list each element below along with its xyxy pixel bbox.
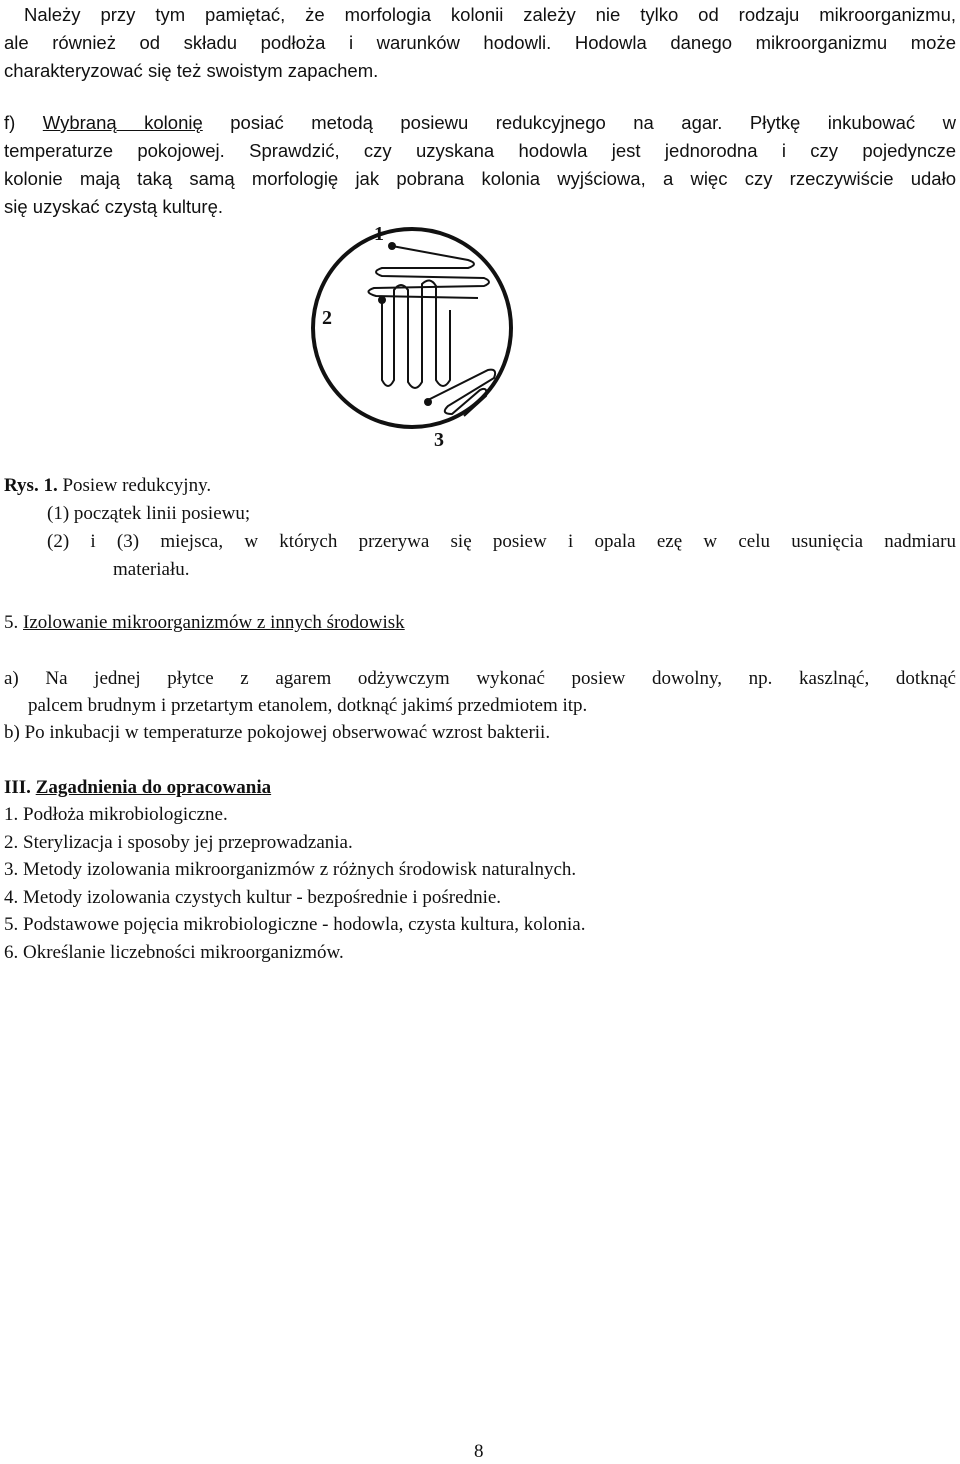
step-f-marker: f) (4, 112, 16, 133)
page-number: 8 (474, 1441, 484, 1462)
intro-line-1: Należy przy tym pamiętać, że morfologia kolonii zależy nie tylko od rodzaju mikroorganizmu, (24, 4, 956, 25)
step-f-line-1 (4, 111, 956, 135)
list-item: 1. Podłoża mikrobiologiczne. (4, 804, 228, 825)
step-f-line-3: kolonie mają taką samą morfologię jak pobrana kolonia wyjściowa, a więc czy rzeczywiście udało (4, 168, 956, 189)
list-item: 6. Określanie liczebności mikroorganizmów. (4, 942, 344, 963)
figure-note-2-line-1: (2) i (3) miejsca, w których przerywa się posiew i opala ezę w celu usunięcia nadmiaru (47, 531, 956, 552)
step-f-line-1-rest: posiać metodą posiewu redukcyjnego na agar. Płytkę inkubować w (230, 112, 957, 133)
streak-break-dot-3 (424, 398, 432, 406)
streak-plate-figure (288, 220, 558, 470)
list-item: 2. Sterylizacja i sposoby jej przeprowadzania. (4, 832, 353, 853)
section-5-number: 5. (4, 612, 19, 633)
figure-caption-label: Rys. 1. (4, 475, 58, 496)
section-5-a-line-1: a) Na jednej płytce z agarem odżywczym wykonać posiew dowolny, np. kaszlnąć, dotknąć (4, 668, 956, 689)
figure-caption (4, 474, 211, 498)
section-5-a-line-2: palcem brudnym i przetartym etanolem, dotknąć jakimś przedmiotem itp. (28, 695, 588, 716)
streak-start-dot (388, 242, 396, 250)
figure-caption-title: Posiew redukcyjny. (62, 475, 212, 496)
petri-dish-outline (313, 229, 511, 427)
step-f-line-4: się uzyskać czystą kulturę. (4, 196, 223, 217)
section-3-heading (4, 776, 271, 800)
section-5-title: Izolowanie mikroorganizmów z innych środowisk (23, 612, 405, 633)
list-item: 3. Metody izolowania mikroorganizmów z różnych środowisk naturalnych. (4, 859, 577, 880)
figure-label-2: 2 (322, 307, 332, 329)
section-3-title: Zagadnienia do opracowania (35, 777, 272, 798)
section-5-b-line: b) Po inkubacji w temperaturze pokojowej obserwować wzrost bakterii. (4, 722, 551, 743)
step-f-title: Wybraną kolonię (42, 112, 203, 133)
intro-line-3: charakteryzować się też swoistym zapachem. (4, 60, 379, 81)
figure-label-1: 1 (374, 223, 384, 245)
section-5-heading (4, 611, 405, 635)
streak-line-1 (368, 246, 489, 298)
step-f-line-2: temperaturze pokojowej. Sprawdzić, czy uzyskana hodowla jest jednorodna i czy pojedyncze (4, 140, 956, 161)
figure-label-3: 3 (434, 429, 444, 451)
list-item: 5. Podstawowe pojęcia mikrobiologiczne - hodowla, czysta kultura, kolonia. (4, 914, 586, 935)
list-item: 4. Metody izolowania czystych kultur - bezpośrednie i pośrednie. (4, 887, 502, 908)
section-3-number: III. (4, 777, 31, 798)
figure-note-2-line-2: materiału. (113, 559, 190, 580)
intro-line-2: ale również od składu podłoża i warunków hodowli. Hodowla danego mikroorganizmu może (4, 32, 956, 53)
streak-break-dot-2 (378, 296, 386, 304)
figure-note-1: (1) początek linii posiewu; (47, 503, 251, 524)
